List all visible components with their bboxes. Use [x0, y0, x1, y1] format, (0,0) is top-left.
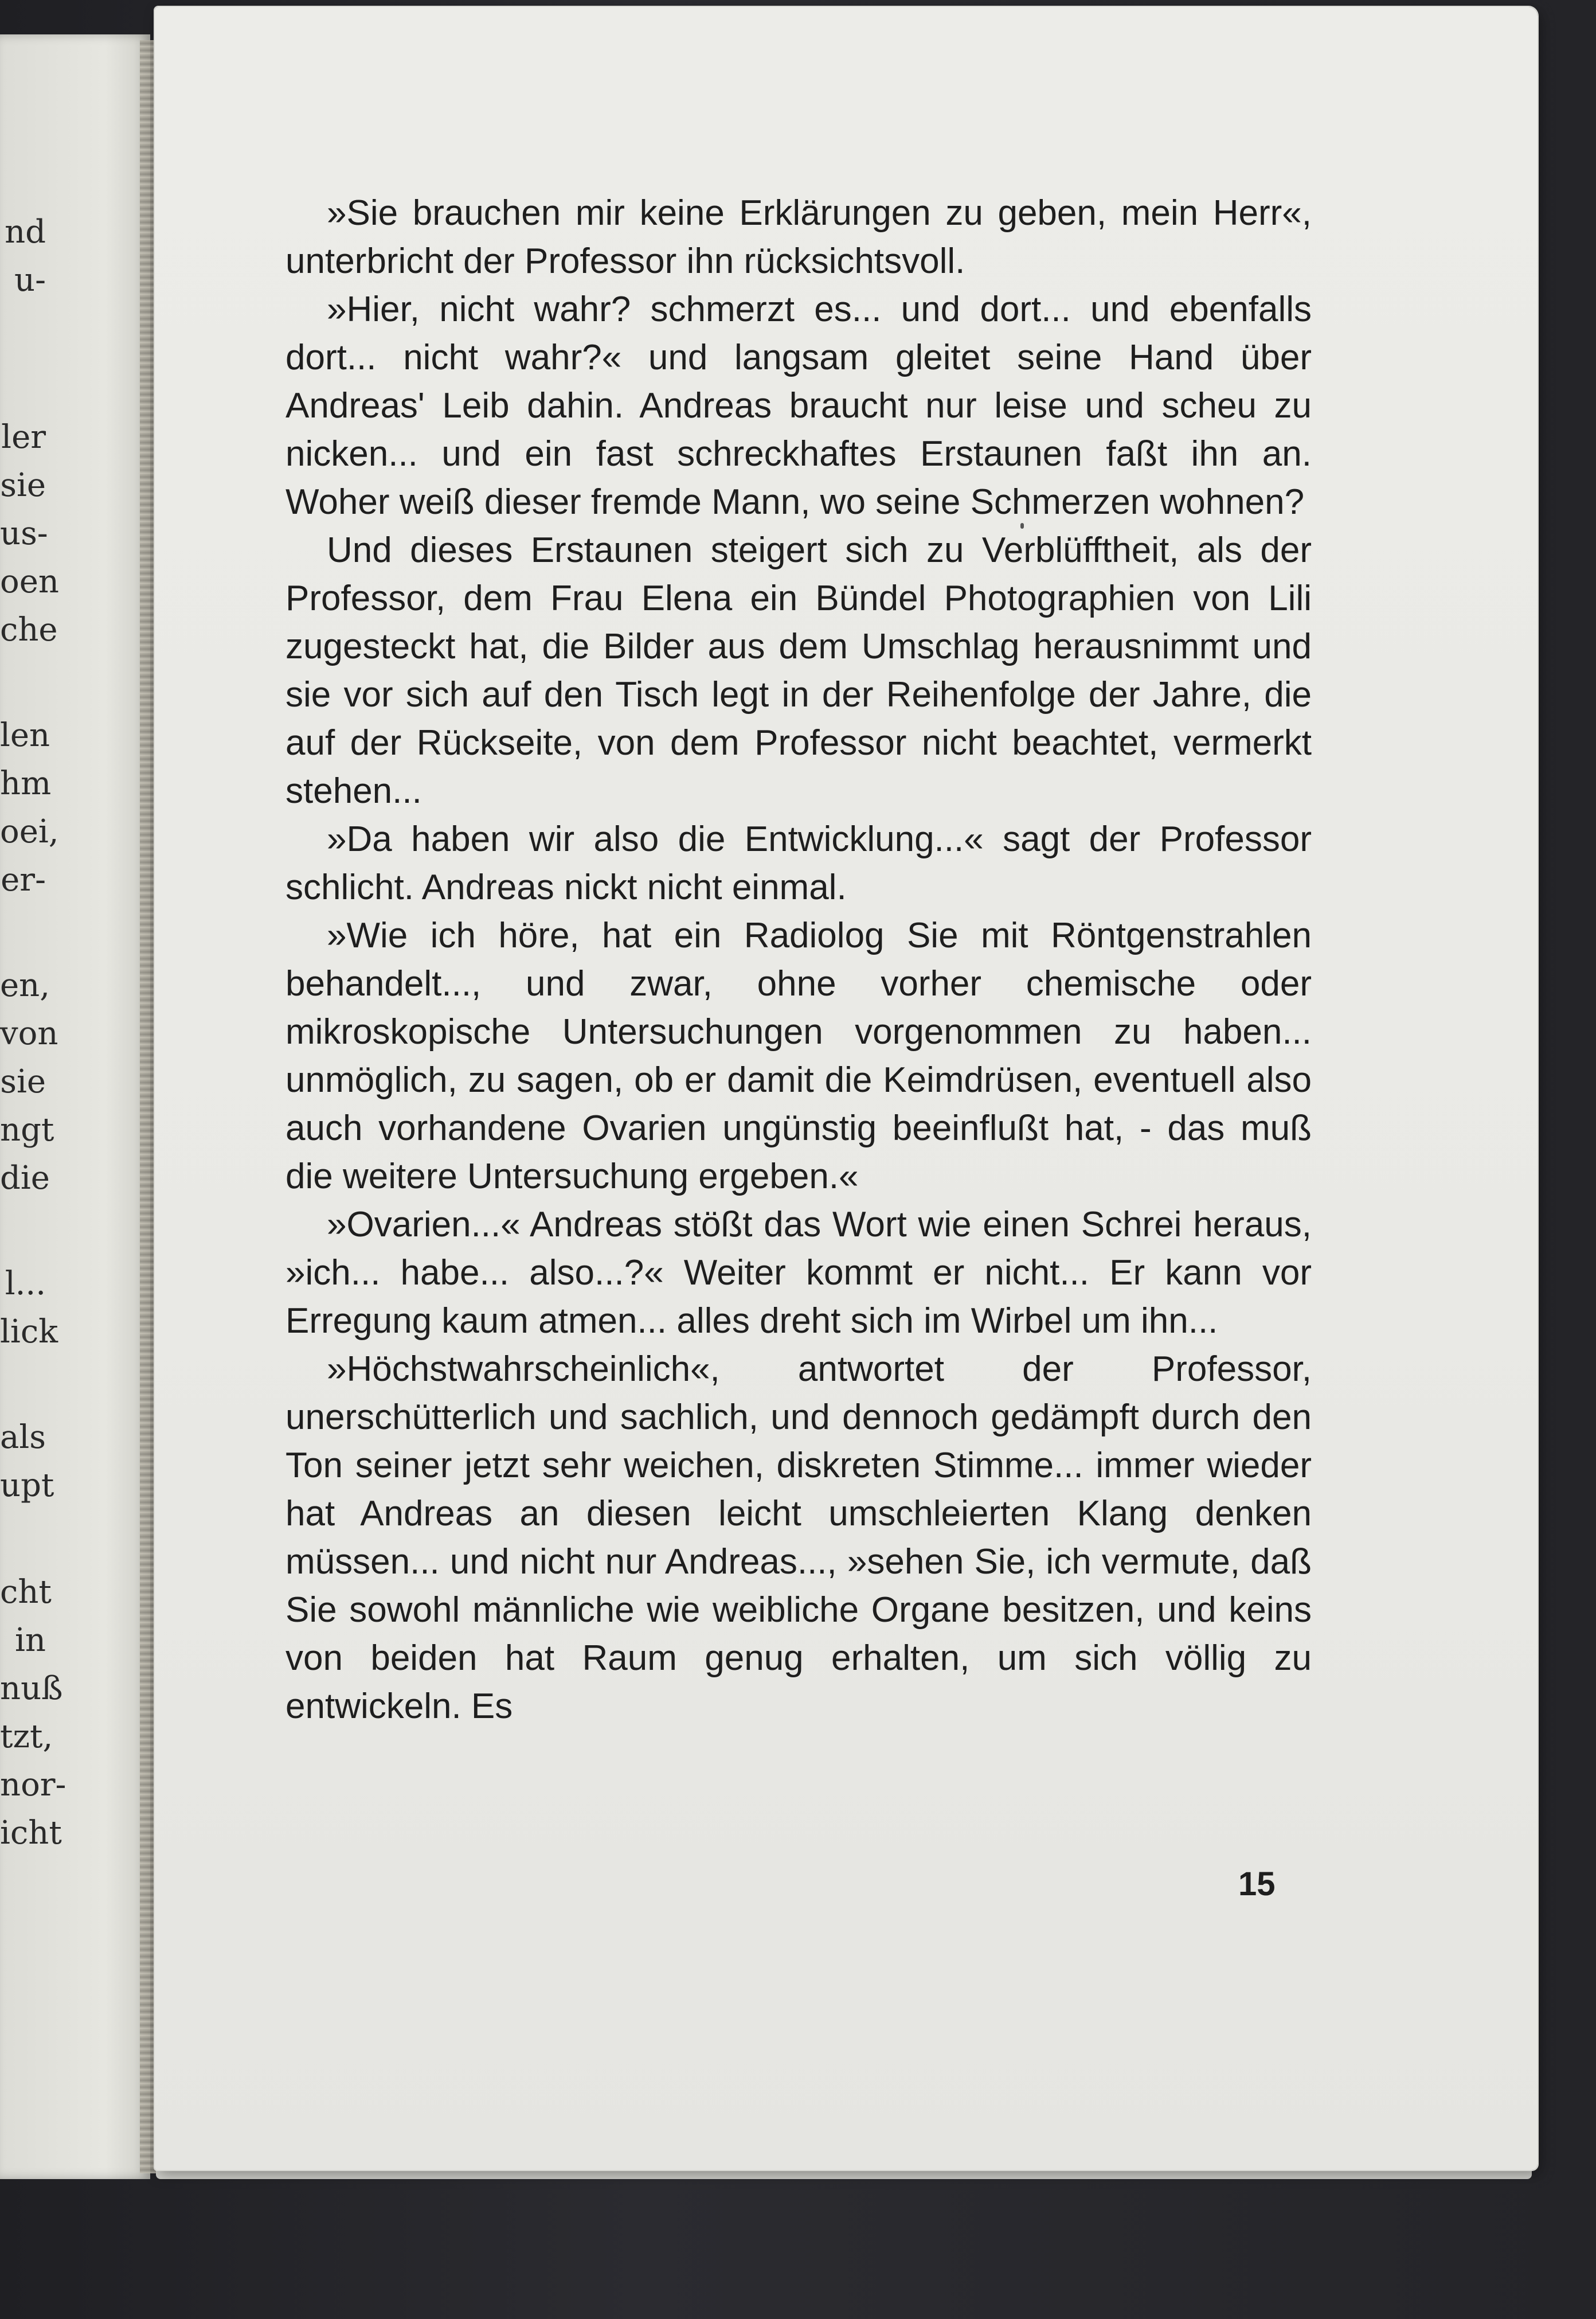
paragraph: »Ovarien...« Andreas stößt das Wort wie einen Schrei heraus, »ich... habe... also...?« Weiter kommt er nicht... Er kann vor Erregung kaum atmen... alles dreht sich im Wirbel um ihn...: [285, 1205, 1312, 1341]
left-page-fragment: als: [0, 1419, 46, 1456]
left-page-fragment: icht: [0, 1814, 62, 1852]
left-page-fragment: ler: [1, 419, 46, 456]
page-text: [285, 189, 1312, 1731]
left-page-fragment: cht: [0, 1574, 52, 1611]
paragraph: »Sie brauchen mir keine Erklärungen zu geben, mein Herr«, unterbricht der Professor ihn rücksichtsvoll.: [285, 193, 1312, 281]
paragraph: »Höchstwahrscheinlich«, antwortet der Professor, unerschütterlich und sachlich, und dennoch gedämpft durch den Ton seiner jetzt sehr weichen, diskreten Stimme... immer wieder hat Andreas an diesen leicht umschleierten Klang denken müssen... und nicht nur Andreas..., »sehen Sie, ich vermute, daß Sie sowohl männliche wie weibliche Organe besitzen, und keins von beiden hat Raum genug erhalten, um sich völlig zu entwickeln. Es: [285, 1349, 1312, 1726]
left-page-fragment: sie: [0, 1063, 46, 1100]
left-page-fragment: ngt: [0, 1111, 54, 1149]
left-page-fragment: oei,: [0, 813, 59, 850]
paragraph: Und dieses Erstaunen steigert sich zu Verblüfftheit, als der Professor, dem Frau Elena ein Bündel Photographien von Lili zugesteckt hat, die Bilder aus dem Umschlag herausnimmt und sie vor sich auf den Tisch legt in der Reihenfolge der Jahre, die auf der Rückseite, von dem Professor nicht beachtet, vermerkt stehen...: [285, 530, 1312, 811]
paragraph: »Hier, nicht wahr? schmerzt es... und dort... und ebenfalls dort... nicht wahr?« und langsam gleitet seine Hand über Andreas' Leib dahin. Andreas braucht nur leise und scheu zu nicken... und ein fast schreckhaftes Erstaunen faßt ihn an. Woher weiß dieser fremde Mann, wo seine Schmerzen wohnen?: [285, 290, 1312, 522]
left-page-fragment: en,: [0, 967, 50, 1004]
left-page-fragment: nor-: [0, 1766, 66, 1803]
left-page-fragment: in: [15, 1622, 46, 1659]
book-page: [155, 7, 1538, 2170]
paragraph: »Wie ich höre, hat ein Radiolog Sie mit Röntgenstrahlen behandelt..., und zwar, ohne vorher chemische oder mikroskopische Untersuchungen vorgenommen zu haben... unmöglich, zu sagen, ob er damit die Keimdrüsen, eventuell also auch vorhandene Ovarien ungünstig beeinflußt hat, - das muß die weitere Untersuchung ergeben.«: [285, 916, 1312, 1196]
left-page-fragment: tzt,: [0, 1718, 53, 1755]
left-page-fragment: nd: [5, 213, 46, 251]
left-page-fragment: upt: [0, 1467, 54, 1504]
left-page-fragment: che: [0, 611, 58, 649]
left-page-fragment: l...: [5, 1265, 46, 1302]
paper-speck: [1020, 523, 1024, 529]
left-page-fragment: oen: [0, 563, 59, 600]
left-page-fragment: nuß: [0, 1670, 63, 1707]
left-page-fragment: u-: [14, 261, 46, 299]
left-page-fragment: len: [0, 717, 50, 754]
left-page-fragment: er-: [1, 861, 46, 899]
paragraph: »Da haben wir also die Entwicklung...« sagt der Professor schlicht. Andreas nickt nicht einmal.: [285, 819, 1312, 907]
left-page-fragment: die: [0, 1160, 50, 1197]
left-page-fragment: lick: [0, 1313, 58, 1350]
left-page-fragment: von: [0, 1015, 58, 1052]
previous-page: [0, 34, 150, 2179]
left-page-fragment: hm: [0, 765, 52, 802]
left-page-fragment: us-: [0, 515, 48, 552]
page-number: 15: [1238, 1865, 1276, 1903]
left-page-fragment: sie: [0, 467, 46, 504]
